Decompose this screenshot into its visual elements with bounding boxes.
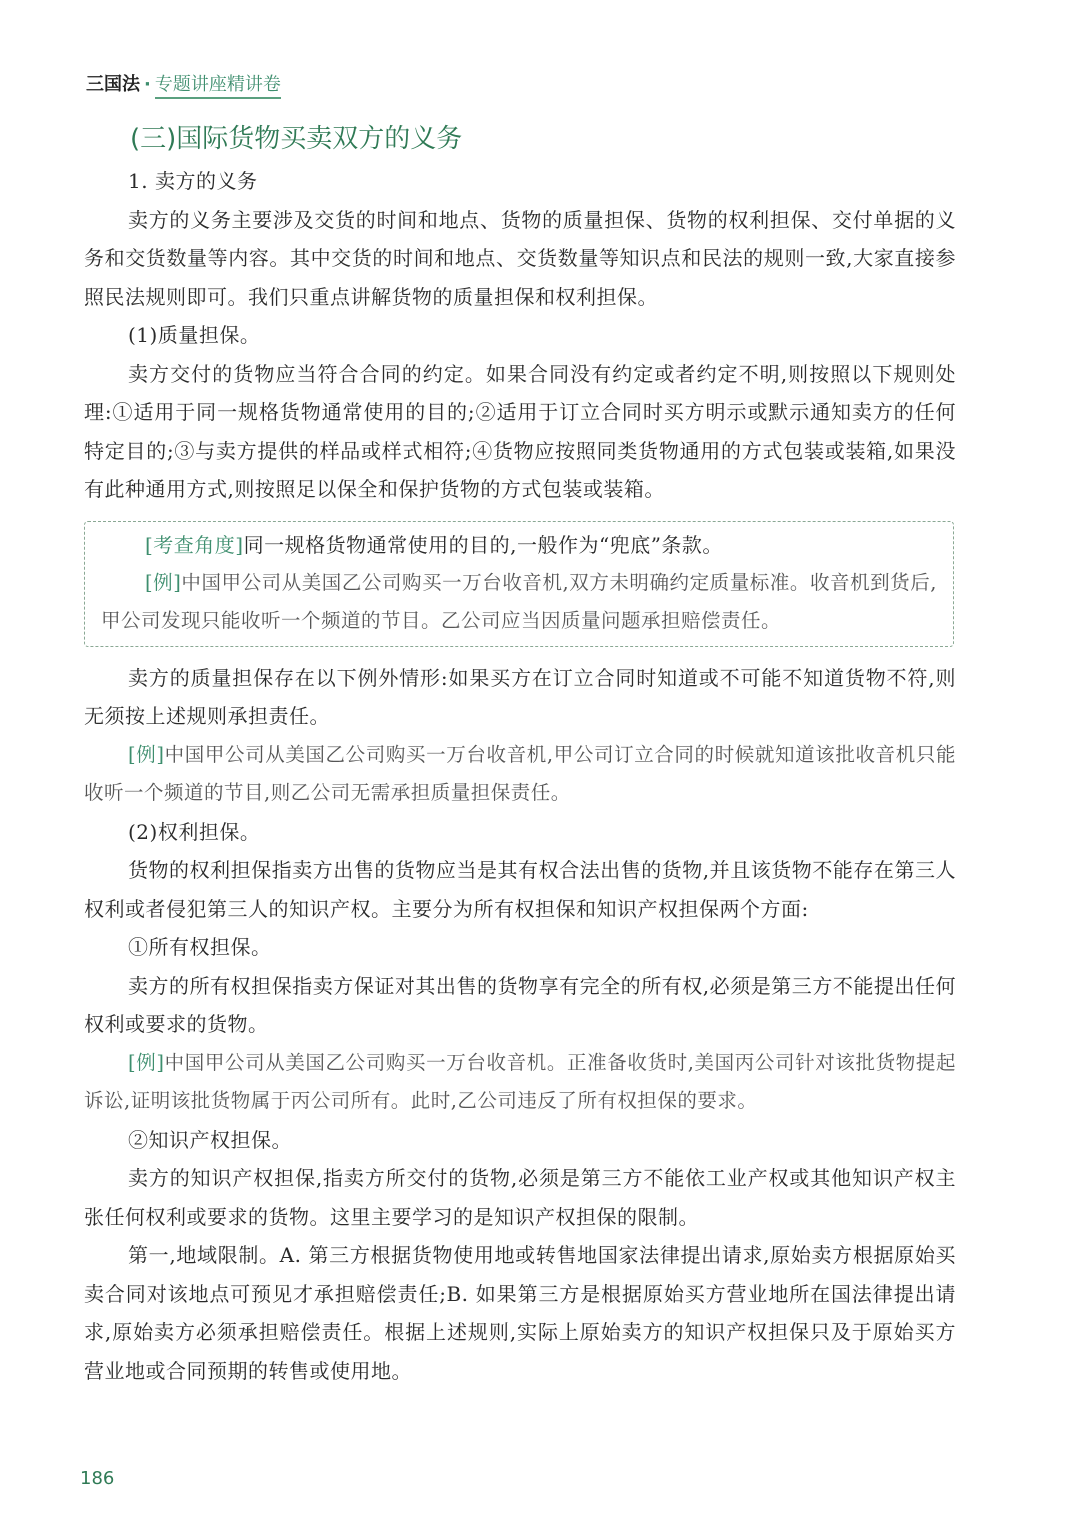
box-example xyxy=(101,564,937,640)
section-title: (三)国际货物买卖双方的义务 xyxy=(130,124,463,154)
item-title-guarantee: (2)权利担保。 xyxy=(128,819,261,844)
item-quality-guarantee: (1)质量担保。 xyxy=(128,323,261,347)
box-example-text: 中国甲公司从美国乙公司购买一万台收音机,双方未明确约定质量标准。收音机到货后,甲公司发现只能收听一个频道的节目。乙公司应当因质量问题承担赔偿责任。 xyxy=(101,570,938,632)
exam-focus-line xyxy=(101,526,937,564)
example-1-tag: [例] xyxy=(128,742,165,766)
paragraph-2: 卖方交付的货物应当符合合同的约定。如果合同没有约定或者约定不明,则按照以下规则处理:①适用于同一规格货物通常使用的目的;②适用于订立合同时买方明示或默示通知卖方的任何特定目的;③与卖方提供的样品或样式相符;④货物应按照同类货物通用的方式包装或装箱,如果没有此种通用方式,则按照足以保全和保护货物的方式包装或装箱。 xyxy=(84,361,956,501)
running-header xyxy=(86,70,281,96)
book-title: 三国法 xyxy=(86,74,140,95)
example-1 xyxy=(84,736,956,813)
book-subtitle: 专题讲座精讲卷 xyxy=(155,74,281,99)
paragraph-1: 卖方的义务主要涉及交货的时间和地点、货物的质量担保、货物的权利担保、交付单据的义务和交货数量等内容。其中交货的时间和地点、交货数量等知识点和民法的规则一致,大家直接参照民法规则即可。我们只重点讲解货物的质量担保和权利担保。 xyxy=(84,207,956,309)
paragraph-6: 卖方的知识产权担保,指卖方所交付的货物,必须是第三方不能依工业产权或其他知识产权主张任何权利或要求的货物。这里主要学习的是知识产权担保的限制。 xyxy=(84,1166,956,1229)
subsection-heading: 1. 卖方的义务 xyxy=(128,169,258,193)
item-ip-guarantee: ②知识产权担保。 xyxy=(128,1127,292,1152)
example-2 xyxy=(84,1044,956,1121)
page-body xyxy=(84,162,956,1390)
example-1-text: 中国甲公司从美国乙公司购买一万台收音机,甲公司订立合同的时候就知道该批收音机只能收听一个频道的节目,则乙公司无需承担质量担保责任。 xyxy=(84,742,957,804)
page-number: 186 xyxy=(80,1468,115,1489)
item-ownership-guarantee: ①所有权担保。 xyxy=(128,935,272,959)
exam-focus-tag: [考查角度] xyxy=(145,532,244,557)
paragraph-3: 卖方的质量担保存在以下例外情形:如果买方在订立合同时知道或不可能不知道货物不符,则无须按上述规则承担责任。 xyxy=(84,665,956,728)
paragraph-7: 第一,地域限制。A. 第三方根据货物使用地或转售地国家法律提出请求,原始卖方根据原始买卖合同对该地点可预见才承担赔偿责任;B. 如果第三方是根据原始买方营业地所在国法律提出请求,原始卖方必须承担赔偿责任。根据上述规则,实际上原始卖方的知识产权担保只及于原始买方营业地或合同预期的转售或使用地。 xyxy=(84,1243,956,1383)
example-2-text: 中国甲公司从美国乙公司购买一万台收音机。正准备收货时,美国丙公司针对该批货物提起诉讼,证明该批货物属于丙公司所有。此时,乙公司违反了所有权担保的要求。 xyxy=(84,1050,957,1112)
box-example-tag: [例] xyxy=(145,570,182,594)
exam-focus-box xyxy=(84,521,954,647)
paragraph-5: 卖方的所有权担保指卖方保证对其出售的货物享有完全的所有权,必须是第三方不能提出任何权利或要求的货物。 xyxy=(84,973,956,1036)
paragraph-4: 货物的权利担保指卖方出售的货物应当是其有权合法出售的货物,并且该货物不能存在第三人权利或者侵犯第三人的知识产权。主要分为所有权担保和知识产权担保两个方面: xyxy=(84,858,956,921)
exam-focus-text: 同一规格货物通常使用的目的,一般作为“兜底”条款。 xyxy=(243,532,723,557)
example-2-tag: [例] xyxy=(128,1050,165,1074)
header-separator: · xyxy=(144,74,151,95)
